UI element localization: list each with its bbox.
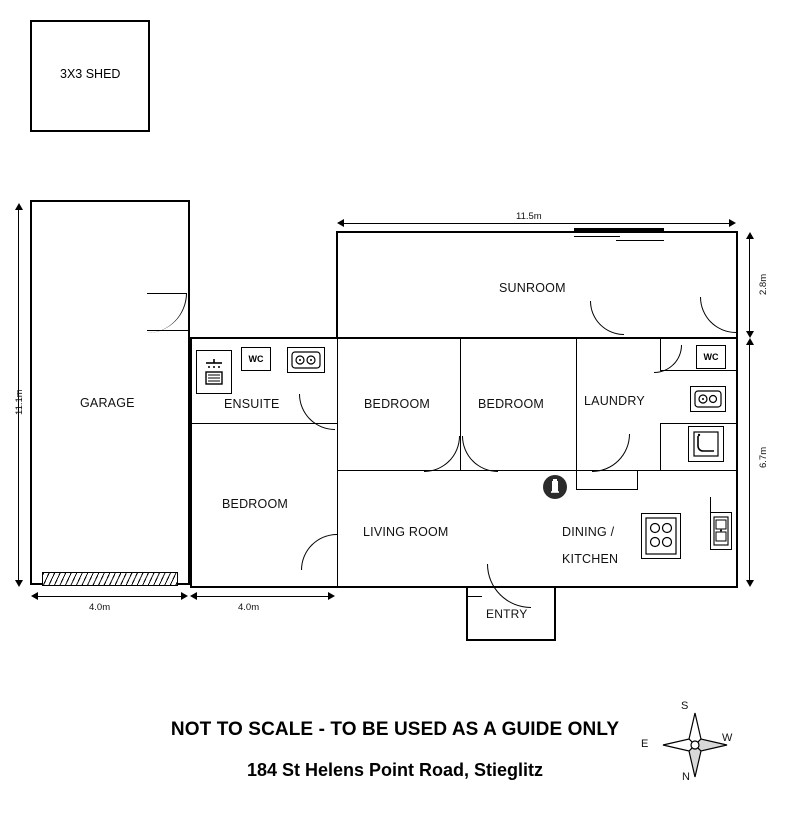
wall-bedroom-laundry-divider [576, 337, 577, 471]
garage-door-panel [42, 572, 178, 586]
wall-kitchen-top [637, 470, 736, 471]
dimarrow-bedroom-width-left [190, 592, 197, 600]
wall-entry-right [554, 586, 556, 641]
door-bedroom-lower-left [301, 534, 337, 570]
compass-label-west: W [722, 732, 733, 744]
wall-bedrooms-left-divider [337, 337, 338, 586]
wall-laundry-bath-left [660, 423, 661, 471]
dimtext-sunroom-depth: 2.8m [758, 273, 769, 295]
sliding-door-sunroom [574, 228, 664, 231]
door-entry [487, 564, 531, 608]
room-label-entry: ENTRY [486, 607, 528, 621]
dimarrow-house-depth-bottom [746, 580, 754, 587]
sliding-door-sunroom-panel [574, 236, 620, 237]
garage-outline [30, 200, 190, 585]
dimtext-house-depth: 6.7m [758, 446, 769, 468]
dimarrow-garage-depth-top [15, 203, 23, 210]
dimtext-overall-width: 11.5m [516, 211, 542, 222]
room-label-dining-kitchen-2: KITCHEN [562, 552, 619, 566]
room-label-dining-kitchen-1: DINING / [562, 525, 615, 539]
door-sunroom-right [700, 297, 736, 333]
wall-laundry-bath-divider [660, 423, 736, 424]
door-bedroom-mid-left [424, 436, 460, 472]
dimarrow-overall-width-right [729, 219, 736, 227]
dimarrow-overall-width-left [337, 219, 344, 227]
compass-label-north: N [682, 771, 690, 783]
room-label-living: LIVING ROOM [363, 525, 449, 539]
room-label-bedroom-lower-left: BEDROOM [222, 497, 288, 511]
wall-dining-left-stub [576, 470, 577, 490]
wall-house-right-lower [736, 337, 738, 588]
footer-disclaimer: NOT TO SCALE - TO BE USED AS A GUIDE ONLY [170, 719, 620, 740]
door-entry-leaf [466, 596, 482, 597]
kitchen-sink-icon [710, 512, 732, 550]
wall-dining-top [576, 489, 638, 490]
compass-rose [655, 705, 735, 785]
basin-icon-ensuite [287, 347, 325, 373]
dimline-sunroom-depth [749, 239, 750, 331]
wall-house-left [190, 337, 192, 586]
door-bedroom-lower-left-upper [299, 394, 335, 430]
dimarrow-garage-width-right [181, 592, 188, 600]
room-label-ensuite: ENSUITE [224, 397, 280, 411]
dimtext-garage-width: 4.0m [89, 602, 111, 613]
dimline-house-depth [749, 345, 750, 580]
dimline-garage-width [38, 596, 182, 597]
wall-between-bedrooms [460, 337, 461, 471]
wall-house-right-upper [736, 231, 738, 339]
shed-label: 3X3 SHED [60, 67, 121, 81]
door-laundry [592, 434, 630, 472]
room-label-laundry: LAUNDRY [584, 394, 645, 408]
wall-sunroom-bottom [336, 337, 738, 339]
room-label-bedroom-mid-right: BEDROOM [478, 397, 544, 411]
dimline-overall-width [344, 223, 730, 224]
room-label-sunroom: SUNROOM [499, 281, 566, 295]
wall-kitchen-left-stub [637, 470, 638, 490]
dimarrow-garage-width-left [31, 592, 38, 600]
dimarrow-sunroom-depth-bottom [746, 331, 754, 338]
wall-sunroom-top [336, 231, 738, 233]
dimarrow-house-depth-top [746, 338, 754, 345]
sliding-door-sunroom-panel2 [616, 240, 664, 241]
wall-house-bottom [190, 586, 738, 588]
dimarrow-garage-depth-bottom [15, 580, 23, 587]
kitchen-bench-edge [710, 497, 711, 513]
compass-label-east: E [641, 738, 649, 750]
wc-icon-ensuite: WC [241, 347, 271, 371]
door-bedroom-mid-right [462, 436, 498, 472]
stove-icon [641, 513, 681, 559]
footer-address: 184 St Helens Point Road, Stieglitz [246, 760, 544, 780]
door-wc-laundry [654, 345, 682, 373]
door-garage-leaf [147, 330, 189, 331]
wc-icon-laundry: WC [696, 345, 726, 369]
dimarrow-bedroom-width-right [328, 592, 335, 600]
room-label-garage: GARAGE [80, 396, 135, 410]
bathtub-icon [688, 426, 724, 462]
room-label-bedroom-mid-left: BEDROOM [364, 397, 430, 411]
wall-sunroom-left [336, 231, 338, 339]
dimline-bedroom-width [197, 596, 329, 597]
door-laundry-sunroom [590, 301, 624, 335]
dimarrow-sunroom-depth-top [746, 232, 754, 239]
shower-icon [196, 350, 232, 394]
wall-laundry-wc-bottom [660, 370, 736, 371]
compass-label-south: S [681, 700, 689, 712]
dimtext-garage-depth: 11.1m [14, 389, 25, 415]
wall-entry-bottom [466, 639, 556, 641]
wall-entry-left [466, 586, 468, 641]
dimtext-bedroom-width: 4.0m [238, 602, 260, 613]
basin-icon-laundry [690, 386, 726, 412]
wall-ensuite-top [190, 337, 338, 339]
heater-icon [543, 475, 567, 499]
